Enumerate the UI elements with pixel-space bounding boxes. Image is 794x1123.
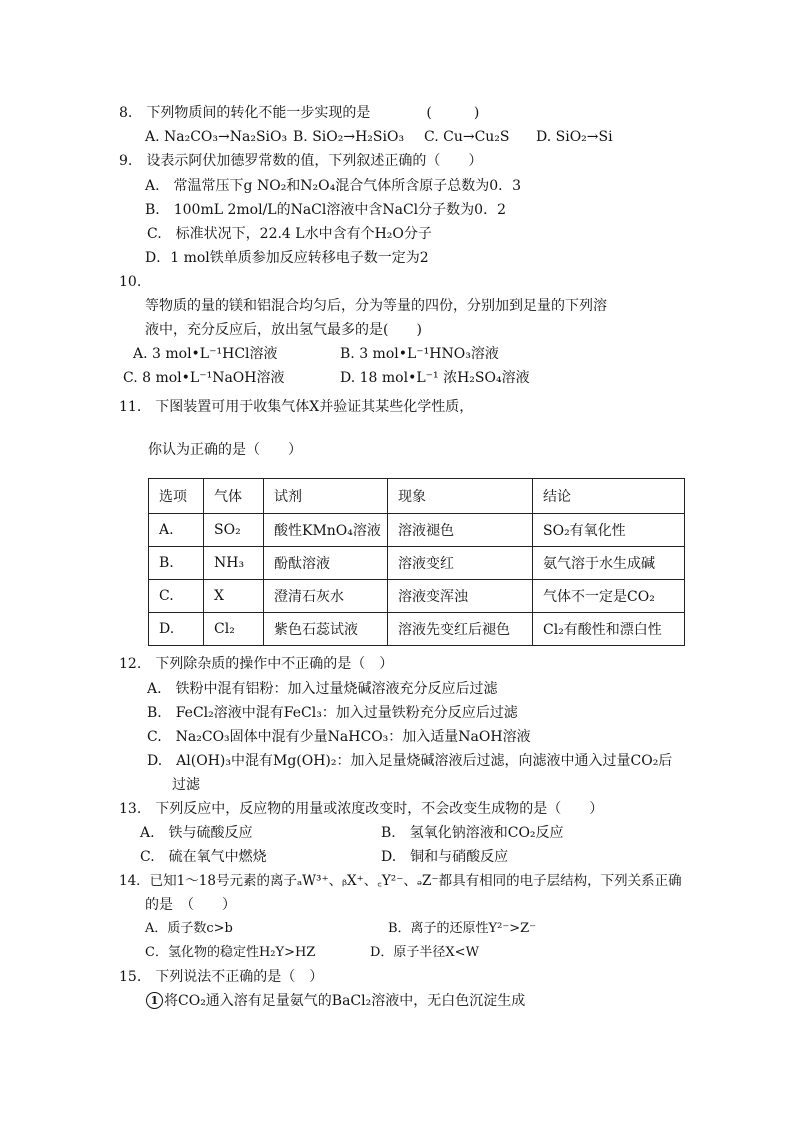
q12-stem: 12. 下列除杂质的操作中不正确的是（ ） [119,656,394,672]
q15-item-1 [146,991,525,1011]
table-header-cell: 试剂 [264,479,388,514]
table-cell: 溶液褪色 [388,514,533,547]
q8-stem: 8. 下列物质间的转化不能一步实现的是 ( ) [119,105,480,121]
q15-stem: 15. 下列说法不正确的是（ ） [119,969,324,985]
table-cell: SO₂ [204,514,264,547]
table-header-cell: 选项 [149,479,204,514]
q8-option-d: D. SiO₂→Si [536,129,613,145]
table-cell: Cl₂ [204,613,264,646]
table-header-cell: 现象 [388,479,533,514]
q12-option-c: C. Na₂CO₃固体中混有少量NaHCO₃：加入适量NaOH溶液 [147,729,531,745]
q10-stem-line2: 液中，充分反应后，放出氢气最多的是( ) [145,322,422,338]
table-cell: X [204,580,264,613]
q11-stem-line1: 11. 下图装置可用于收集气体X并验证其某些化学性质， [119,399,474,415]
q13-option-a: A. 铁与硫酸反应 [140,825,253,841]
q12-option-a: A. 铁粉中混有铝粉：加入过量烧碱溶液充分反应后过滤 [147,681,498,697]
q9-stem: 9. 设表示阿伏加德罗常数的值，下列叙述正确的（ ） [119,153,483,169]
q9-option-c: C. 标准状况下，22.4 L水中含有个H₂O分子 [147,226,432,242]
q13-option-d: D. 铜和与硝酸反应 [381,849,509,865]
q9-option-b: B. 100mL 2mol/L的NaCl溶液中含NaCl分子数为0．2 [145,202,506,218]
table-cell: 气体不一定是CO₂ [533,580,685,613]
q12-option-d-cont: 过滤 [172,777,200,793]
q12-option-d: D. Al(OH)₃中混有Mg(OH)₂：加入足量烧碱溶液后过滤，向滤液中通入过量CO₂后 [147,753,673,769]
q13-stem: 13. 下列反应中，反应物的用量或浓度改变时，不会改变生成物的是（ ） [119,801,604,817]
q10-number: 10. [119,274,142,290]
q8-option-a: A. Na₂CO₃→Na₂SiO₃ [145,129,288,145]
table-cell: 溶液先变红后褪色 [388,613,533,646]
q10-option-c: C. 8 mol•L⁻¹NaOH溶液 [123,370,285,386]
table-cell: C. [149,580,204,613]
q14-option-d: D．原子半径X<W [370,945,479,960]
q15-item-1-text: 将CO₂通入溶有足量氨气的BaCl₂溶液中，无白色沉淀生成 [164,993,526,1009]
table-cell: 氨气溶于水生成碱 [533,547,685,580]
table-row [149,613,685,646]
table-cell: A. [149,514,204,547]
q8-option-c: C. Cu→Cu₂S [424,129,510,145]
q14-option-c: C．氢化物的稳定性H₂Y>HZ [145,945,316,960]
q12-option-b: B. FeCl₂溶液中混有FeCl₃：加入过量铁粉充分反应后过滤 [147,705,518,721]
q11-stem-line2: 你认为正确的是（ ） [148,442,302,458]
table-cell: 溶液变红 [388,547,533,580]
table-row [149,514,685,547]
table-cell: D. [149,613,204,646]
q14-option-a: A．质子数c>b [145,921,233,936]
table-header-cell: 结论 [533,479,685,514]
table-cell: NH₃ [204,547,264,580]
table-cell: B. [149,547,204,580]
q8-option-b: B. SiO₂→H₂SiO₃ [293,129,405,145]
q13-option-c: C. 硫在氧气中燃烧 [140,849,267,865]
q10-option-a: A. 3 mol•L⁻¹HCl溶液 [133,346,278,362]
q14-stem-line2: 的是 （ ） [145,897,236,913]
table-cell: Cl₂有酸性和漂白性 [533,613,685,646]
table-cell: 酸性KMnO₄溶液 [264,514,388,547]
table-row [149,580,685,613]
circled-number-marker: 1 [146,992,163,1009]
q10-option-b: B. 3 mol•L⁻¹HNO₃溶液 [340,346,499,362]
q9-option-a: A. 常温常压下g NO₂和N₂O₄混合气体所含原子总数为0．3 [145,178,522,194]
table-header-cell: 气体 [204,479,264,514]
table-cell: 酚酞溶液 [264,547,388,580]
table-cell: 澄清石灰水 [264,580,388,613]
q14-stem-line1: 14．已知1～18号元素的离子ₐW³⁺、ᵦX⁺、꜀Y²⁻、ₔZ⁻都具有相同的电子层结构，下列关系正确 [119,873,682,889]
q14-option-b: B．离子的还原性Y²⁻>Z⁻ [388,921,536,936]
table-cell: 紫色石蕊试液 [264,613,388,646]
q11-table [148,478,685,646]
q9-option-d: D．1 mol铁单质参加反应转移电子数一定为2 [145,250,429,266]
q10-stem-line1: 等物质的量的镁和铝混合均匀后，分为等量的四份，分别加到足量的下列溶 [145,298,607,314]
table-header-row [149,479,685,514]
table-cell: SO₂有氧化性 [533,514,685,547]
q10-option-d: D. 18 mol•L⁻¹ 浓H₂SO₄溶液 [340,370,530,386]
table-cell: 溶液变浑浊 [388,580,533,613]
q13-option-b: B. 氢氧化钠溶液和CO₂反应 [381,825,564,841]
table-row [149,547,685,580]
